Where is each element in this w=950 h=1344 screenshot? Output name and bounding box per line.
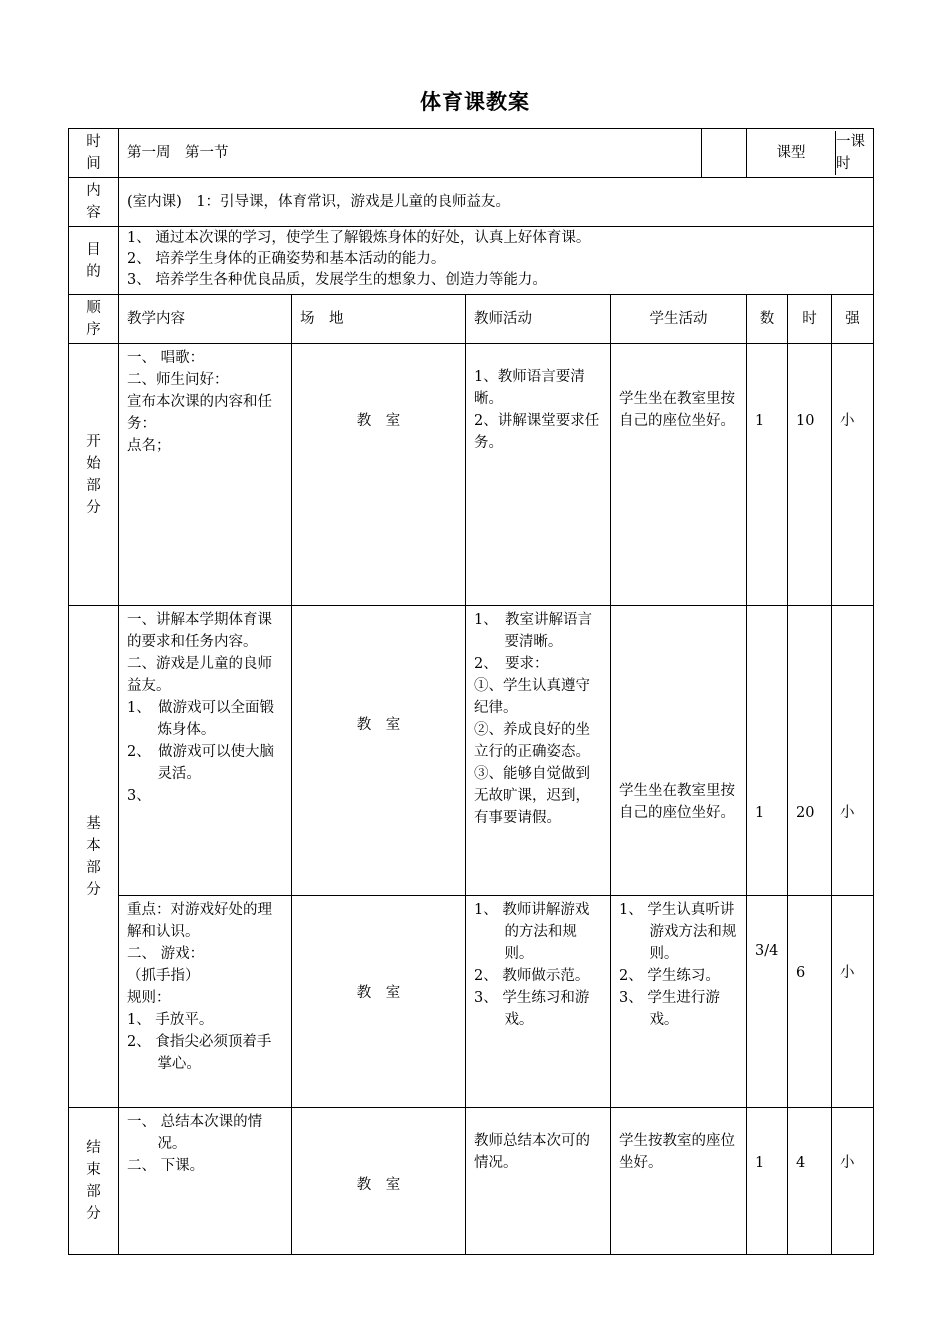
section-label: 开始部分 [69,344,119,606]
type-label-cell [702,129,747,178]
section-end [69,1108,874,1255]
content-label: 内容 [69,178,119,227]
section-count: 1 [747,1108,788,1255]
section-count: 1 [747,344,788,606]
type-value: 一课时 [836,134,865,172]
section-time: 4 [788,1108,832,1255]
section-teacher: 1、 教师讲解游戏的方法和规则。 2、 教师做示范。 3、 学生练习和游戏。 [466,896,611,1108]
section-content: 一、 总结本次课的情况。 二、 下课。 [119,1108,292,1255]
section-content: 重点：对游戏好处的理解和认识。 二、 游戏： （抓手指） 规则： 1、 手放平。 2、 食指尖必须顶着手掌心。 [119,896,292,1108]
header-time: 时 [788,295,832,344]
type-group [747,129,874,178]
section-count: 1 [747,606,788,896]
section-venue: 教 室 [292,1108,466,1255]
header-intensity: 强 [832,295,874,344]
goal-label: 目的 [69,227,119,295]
section-basic [69,606,874,896]
section-time: 6 [788,896,832,1108]
section-venue: 教 室 [292,606,466,896]
row-time [69,129,874,178]
section-label: 基本部分 [69,606,119,1108]
header-content: 教学内容 [119,295,292,344]
type-label: 课型 [747,131,836,175]
section-teacher: 1、 教室讲解语言要清晰。 2、 要求： ①、学生认真遵守纪律。 ②、养成良好的坐立行的正确姿态。 ③、能够自觉做到无故旷课，迟到，有事要请假。 [466,606,611,896]
section-teacher: 教师总结本次可的情况。 [466,1108,611,1255]
header-row [69,295,874,344]
header-student: 学生活动 [611,295,747,344]
section-content: 一、 唱歌： 二、师生问好： 宣布本次课的内容和任务： 点名； [119,344,292,606]
section-intensity: 小 [832,344,874,606]
section-intensity: 小 [832,896,874,1108]
goal-item: 1、 通过本次课的学习，使学生了解锻炼身体的好处，认真上好体育课。 [127,230,591,246]
section-venue: 教 室 [292,896,466,1108]
goal-item: 3、 培养学生各种优良品质，发展学生的想象力、创造力等能力。 [127,272,547,288]
section-label: 结束部分 [69,1108,119,1255]
section-intensity: 小 [832,1108,874,1255]
goal-list [119,227,874,295]
section-time: 10 [788,344,832,606]
lesson-plan-table [68,128,874,1255]
section-start [69,344,874,606]
section-student: 学生坐在教室里按自己的座位坐好。 [611,344,747,606]
header-count: 数 [747,295,788,344]
header-teacher: 教师活动 [466,295,611,344]
time-label: 时间 [69,129,119,178]
section-student: 学生按教室的座位坐好。 [611,1108,747,1255]
section-student: 1、 学生认真听讲游戏方法和规则。 2、 学生练习。 3、 学生进行游戏。 [611,896,747,1108]
section-content: 一、讲解本学期体育课的要求和任务内容。 二、游戏是儿童的良师益友。 1、 做游戏可以全面锻炼身体。 2、 做游戏可以使大脑灵活。 3、 [119,606,292,896]
section-teacher: 1、教师语言要清晰。 2、讲解课堂要求任务。 [466,344,611,606]
header-venue: 场 地 [292,295,466,344]
section-student: 学生坐在教室里按自己的座位坐好。 [611,606,747,896]
row-content [69,178,874,227]
section-venue: 教 室 [292,344,466,606]
section-count: 3/4 [747,896,788,1108]
time-value: 第一周 第一节 [119,129,702,178]
content-value: (室内课) 1：引导课，体育常识，游戏是儿童的良师益友。 [119,178,874,227]
section-intensity: 小 [832,606,874,896]
section-basic-game [69,896,874,1108]
row-goal [69,227,874,295]
page-title: 体育课教案 [420,90,530,114]
section-time: 20 [788,606,832,896]
goal-item: 2、 培养学生身体的正确姿势和基本活动的能力。 [127,251,446,267]
header-order: 顺序 [69,295,119,344]
